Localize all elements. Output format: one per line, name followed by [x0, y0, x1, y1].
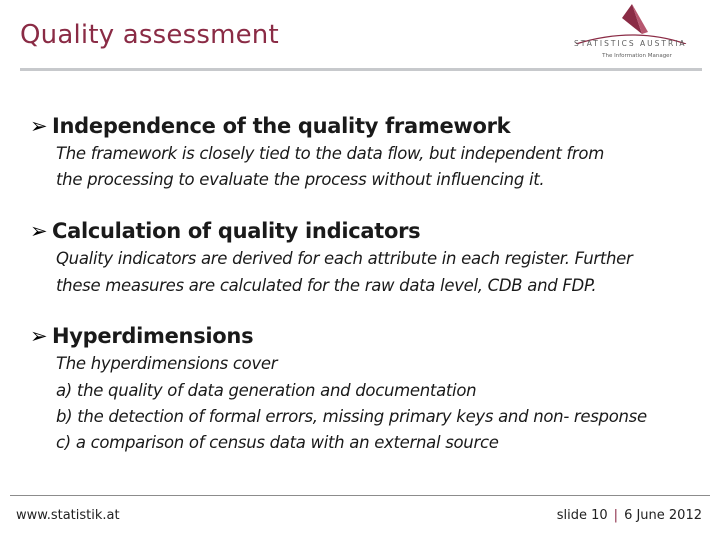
bullet-arrow-icon: ➢ — [30, 219, 48, 243]
section-body-line: these measures are calculated for the raw data level, CDB and FDP. — [56, 276, 597, 295]
header-divider — [20, 68, 702, 71]
footer-slide-info — [557, 508, 702, 523]
section-heading: Independence of the quality framework — [52, 114, 511, 138]
slide-title: Quality assessment — [20, 20, 279, 50]
logo-brand-text: STATISTICS AUSTRIA — [574, 39, 687, 48]
slide-number: slide 10 — [556, 508, 608, 523]
footer-website-link[interactable]: www.statistik.at — [16, 508, 120, 523]
section-body-line: The hyperdimensions cover — [56, 354, 278, 373]
section-body-line: b) the detection of formal errors, missing primary keys and non- response — [56, 407, 647, 426]
logo-triangle-icon — [574, 4, 706, 44]
footer-separator: | — [613, 508, 619, 523]
bullet-arrow-icon: ➢ — [30, 324, 48, 348]
section-body-line: Quality indicators are derived for each attribute in each register. Further — [56, 249, 633, 268]
section-heading: Hyperdimensions — [52, 324, 254, 348]
section-body-line: the processing to evaluate the process without influencing it. — [56, 170, 545, 189]
section-body-line: c) a comparison of census data with an external source — [56, 433, 499, 452]
logo-tagline: The Information Manager — [602, 53, 672, 59]
footer-divider — [10, 495, 710, 496]
section-body-line: a) the quality of data generation and documentation — [56, 381, 477, 400]
section-body-line: The framework is closely tied to the data flow, but independent from — [56, 144, 604, 163]
statistics-austria-logo — [574, 4, 706, 64]
bullet-arrow-icon: ➢ — [30, 114, 48, 138]
section-heading: Calculation of quality indicators — [52, 219, 421, 243]
slide-date: 6 June 2012 — [624, 508, 702, 523]
